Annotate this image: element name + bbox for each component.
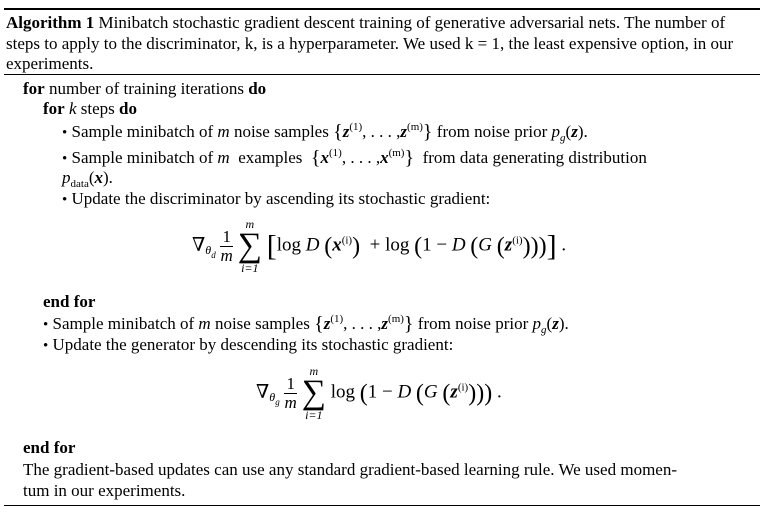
var-m: m <box>217 148 230 167</box>
var-z: z <box>504 234 513 256</box>
bullet-line-1: • Sample minibatch of m noise samples {$z^{(1)}$, . . . $,z^{(m)}$} from noise prior $p_g(z)$. <box>62 121 588 144</box>
nabla-symbol: ∇ <box>256 382 270 403</box>
bullet-icon: • <box>62 125 68 141</box>
algorithm-caption-line-3 <box>6 54 93 74</box>
bullet-icon: • <box>43 338 49 354</box>
bullet-line-4: • Sample minibatch of m noise samples {$z^{(1)}$, . . . $,z^{(m)}$} from noise prior $p_g(z)$. <box>43 313 569 336</box>
note-line-1 <box>23 460 677 480</box>
sup-m: (m) <box>407 121 423 133</box>
sup-1: (1) <box>329 147 342 159</box>
ellipsis: , . . . , <box>362 122 401 141</box>
end-for-inner <box>43 292 95 312</box>
var-p: p <box>532 314 542 333</box>
var-m: m <box>217 122 230 141</box>
sub-g: g <box>560 132 566 144</box>
var-z: z <box>571 122 578 141</box>
for-keyword-inner: for <box>43 99 65 118</box>
var-z: z <box>450 381 458 403</box>
sup-i: (i) <box>457 381 469 394</box>
sup-m: (m) <box>388 313 404 325</box>
caption-rule <box>4 74 760 75</box>
do-keyword: do <box>248 79 267 98</box>
bullet5-text: Update the generator by descending its stochastic gradient: <box>52 335 454 354</box>
for-outer-line <box>23 79 266 99</box>
D-fn: D <box>451 234 466 256</box>
algorithm-caption-line-2 <box>6 34 733 54</box>
theta: θ <box>205 243 212 258</box>
var-z: z <box>400 122 408 141</box>
bullet4-text: Sample minibatch of <box>52 314 195 333</box>
var-z: z <box>323 314 331 333</box>
bullet-line-3 <box>62 189 490 210</box>
sup-m: (m) <box>388 147 405 159</box>
var-z: z <box>552 314 559 333</box>
fraction-1-over-m: $\frac{1}{m}$ <box>284 373 297 412</box>
summation: m ∑ i=1 <box>301 364 326 422</box>
fraction-1-over-m: $\frac{1}{m}$ <box>220 226 233 265</box>
bullet-icon: • <box>62 151 68 167</box>
note-line-2 <box>23 481 185 501</box>
D-fn: D <box>397 381 412 403</box>
bullet2-tail: from data generating distribution <box>422 148 647 167</box>
G-fn: G <box>423 381 438 403</box>
var-z: z <box>342 122 350 141</box>
note-text-1: The gradient-based updates can use any standard gradient-based learning rule. We used momen- <box>23 460 677 479</box>
ellipsis: , . . . , <box>341 148 381 167</box>
var-x: x <box>320 148 329 167</box>
sup-1: (1) <box>330 313 344 325</box>
caption-text-3: experiments. <box>6 54 94 73</box>
for-inner-line <box>43 99 137 119</box>
summation: m ∑ i=1 <box>237 217 262 275</box>
algorithm-caption-line-1 <box>6 13 725 33</box>
log-op: log <box>330 381 355 403</box>
one-minus: 1 − <box>422 234 448 256</box>
bullet3-text: Update the discriminator by ascending its stochastic gradient: <box>71 189 491 208</box>
sup-1: (1) <box>349 121 363 133</box>
sup-i: (i) <box>341 234 353 247</box>
theta: θ <box>269 390 276 405</box>
algorithm-label: Algorithm 1 <box>6 13 95 32</box>
nabla-symbol: ∇ <box>192 235 206 256</box>
do-keyword-inner: do <box>119 99 137 118</box>
for-keyword: for <box>23 79 45 98</box>
G-fn: G <box>478 234 493 256</box>
end-for-keyword: end for <box>43 292 96 311</box>
bullet-icon: • <box>62 192 68 208</box>
ellipsis: , . . . , <box>343 314 382 333</box>
log-op: log <box>385 234 410 256</box>
sub-d: d <box>211 250 216 261</box>
end-for-keyword: end for <box>23 438 76 457</box>
bullet4-rest: noise samples <box>214 314 310 333</box>
for-outer-text: number of training iterations <box>48 79 244 98</box>
caption-text-2: steps to apply to the discriminator, k, is a hyperparameter. We used k = 1, the least expensive option, in our <box>6 34 734 53</box>
D-fn: D <box>305 234 320 256</box>
discriminator-gradient-equation: $\nabla_{\theta_d}$ $\frac{1}{m}$ m ∑ i=1 [log D $(x^{(i)}) + \log (1 - D$ (G $(z^{(i)})$))] . <box>192 217 567 275</box>
one-minus: 1 − <box>367 381 393 403</box>
bullet-line-2-cont: $p_{data}(x)$. <box>62 168 113 190</box>
top-rule <box>4 8 760 10</box>
for-inner-text: steps <box>80 99 115 118</box>
end-for-outer <box>23 438 75 458</box>
bullet-line-2: • Sample minibatch of m examples {$x^{(1)}$, . . . $,x^{(m)}$} from data generating distribution <box>62 147 647 169</box>
var-m: m <box>198 314 211 333</box>
sup-i: (i) <box>512 234 523 247</box>
bullet-icon: • <box>43 317 49 333</box>
period: . <box>561 234 567 256</box>
bullet-line-5 <box>43 335 453 356</box>
log-op: log <box>276 234 301 256</box>
bullet1-rest: noise samples <box>233 122 329 141</box>
caption-text-1: Minibatch stochastic gradient descent training of generative adversarial nets. The number of <box>98 13 726 32</box>
bullet4-tail: from noise prior <box>417 314 529 333</box>
sub-g: g <box>275 397 280 408</box>
var-p: p <box>551 122 561 141</box>
var-p: p <box>62 168 71 187</box>
sub-g: g <box>541 324 547 336</box>
plus-op: + <box>369 234 381 256</box>
var-k: k <box>68 99 77 118</box>
generator-gradient-equation: $\nabla_{\theta_g}$ $\frac{1}{m}$ m ∑ i=1 log (1 − D (G $(z^{(i)})$)) . <box>256 364 502 422</box>
var-x: x <box>94 168 103 187</box>
bullet1-tail: from noise prior <box>436 122 548 141</box>
var-x: x <box>332 234 342 256</box>
period: . <box>496 381 502 403</box>
bullet2-rest: examples <box>238 148 303 167</box>
bottom-rule <box>4 505 760 506</box>
bullet2-text: Sample minibatch of <box>71 148 214 167</box>
var-x: x <box>380 148 389 167</box>
var-z: z <box>381 314 389 333</box>
sub-data: data <box>70 178 89 190</box>
bullet1-text: Sample minibatch of <box>71 122 214 141</box>
note-text-2: tum in our experiments. <box>23 481 186 500</box>
